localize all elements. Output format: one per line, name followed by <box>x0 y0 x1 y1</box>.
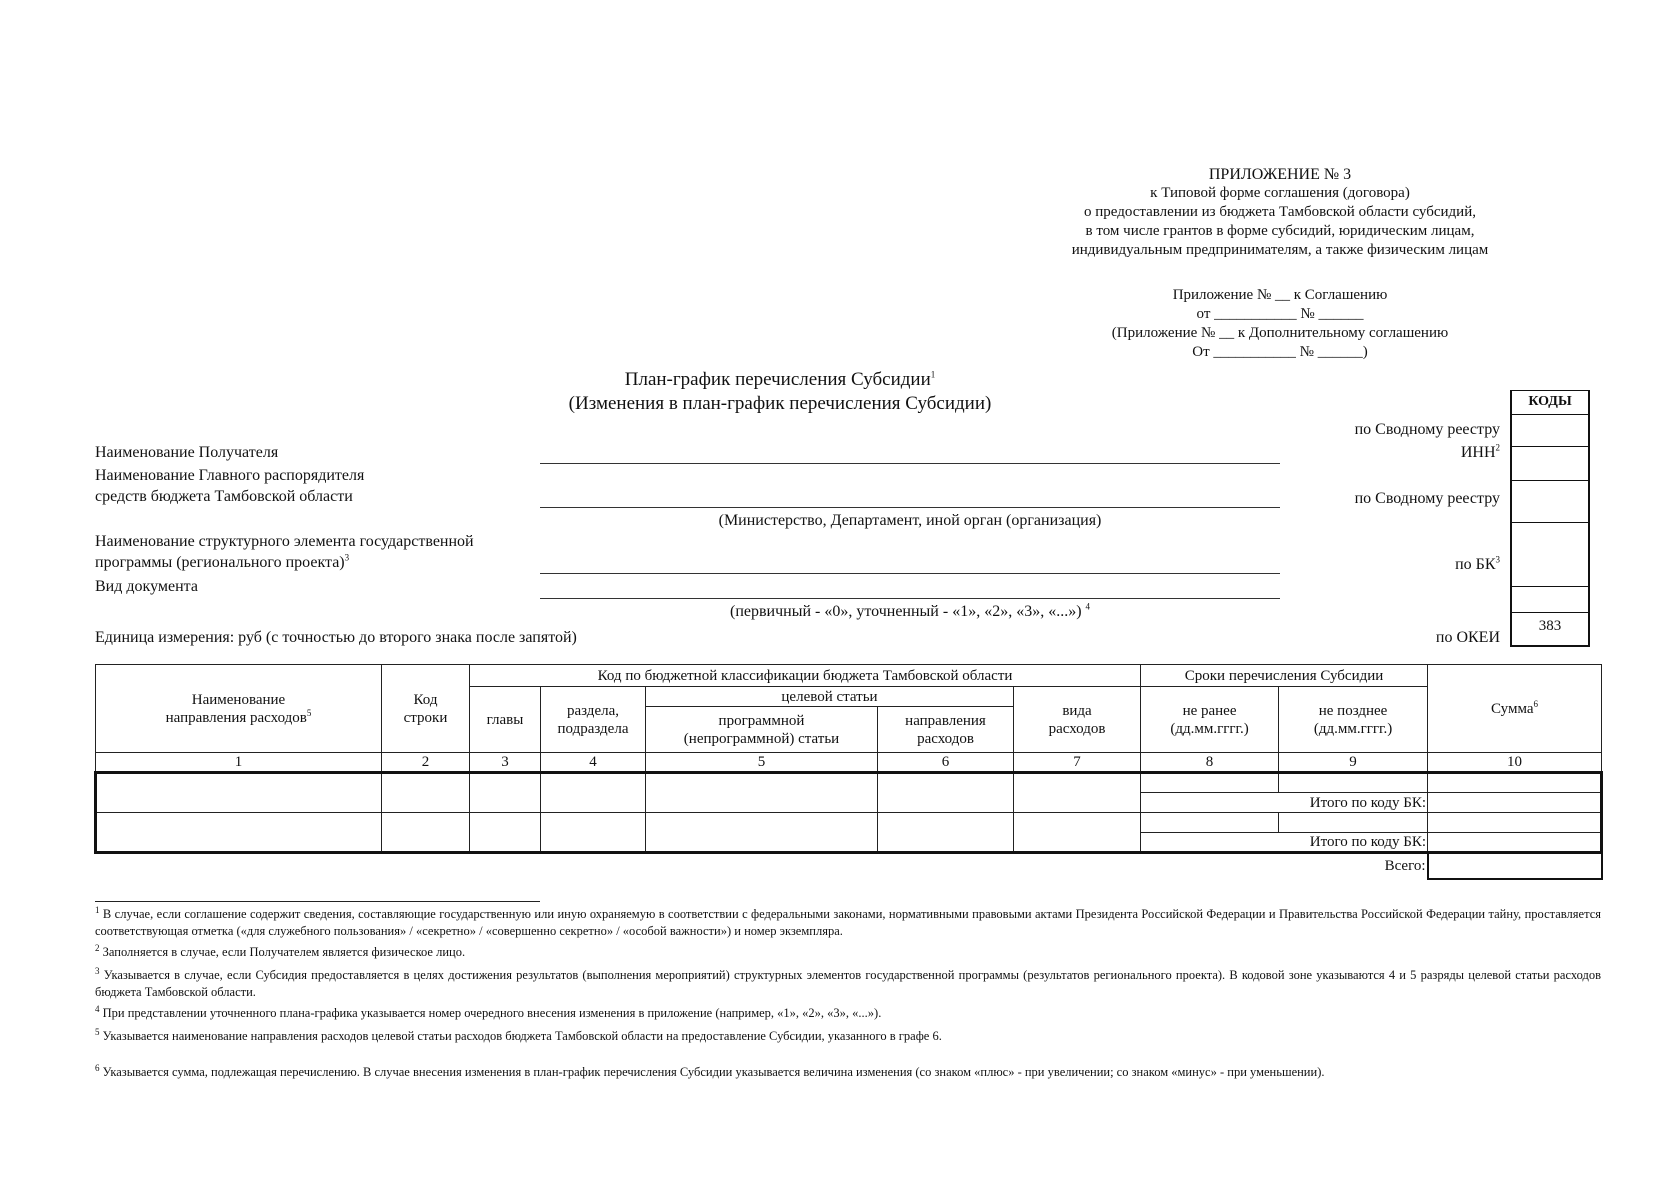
label-bk: по БК <box>1455 556 1496 573</box>
agreement-ref-line: от ___________ № ______ <box>1196 306 1364 322</box>
col-number: 8 <box>1141 753 1279 773</box>
cell[interactable] <box>1279 813 1428 833</box>
col-late-1: не позднее <box>1318 702 1388 719</box>
cell[interactable] <box>96 813 382 853</box>
doc-type-note: (первичный - «0», уточненный - «1», «2», «3», «...») <box>729 603 1082 620</box>
footnote-text: Указывается наименование направления расходов целевой статьи расходов бюджета Тамбовской области на предоставление Субсидии, указанного в графе 6. <box>102 1029 942 1043</box>
col-number: 6 <box>878 753 1014 773</box>
footnote-text: В случае, если соглашение содержит сведения, составляющие государственную или иную охраняемую в соответствии с федеральными законами, нормативными правовыми актами Президента Российской Федерации и Правительства Российской Федерации тайну, проставляется соответствующая отметка («для служебного пользования» / «секретно» / «совершенно секретно» / «особой важности») и номер экземпляра. <box>95 907 1601 938</box>
col-name-1: Наименование <box>191 691 286 708</box>
code-inn[interactable] <box>1512 447 1588 481</box>
title-line-1: План-график перечисления Субсидии <box>624 369 931 390</box>
label-main-manager-1: Наименование Главного распорядителя <box>95 467 365 484</box>
col-number: 4 <box>541 753 646 773</box>
codes-header: КОДЫ <box>1512 391 1588 415</box>
label-svod2: по Сводному реестру <box>1354 490 1500 507</box>
code-okei[interactable]: 383 <box>1538 618 1562 634</box>
code-svod2[interactable] <box>1512 481 1588 523</box>
footnote-6 <box>95 1064 1601 1081</box>
label-main-manager-2: средств бюджета Тамбовской области <box>95 488 353 505</box>
col-name-footnote-mark: 5 <box>306 707 312 718</box>
ministry-note: (Министерство, Департамент, иной орган (организация) <box>718 512 1102 529</box>
col-prog-2: (непрограммной) статьи <box>683 730 840 747</box>
label-unit: Единица измерения: руб (с точностью до второго знака после запятой) <box>95 629 577 646</box>
code-bk[interactable] <box>1512 523 1588 587</box>
col-vida-2: расходов <box>1048 720 1106 737</box>
col-late-2: (дд.мм.гггг.) <box>1313 720 1393 737</box>
agreement-reference <box>1080 286 1480 362</box>
cell[interactable] <box>1428 773 1602 793</box>
main-manager-field[interactable] <box>540 487 1280 508</box>
cell[interactable] <box>541 813 646 853</box>
col-early-1: не ранее <box>1182 702 1237 719</box>
cell[interactable] <box>878 813 1014 853</box>
schedule-table <box>94 664 1603 880</box>
document-title <box>520 368 1040 416</box>
footnote-5 <box>95 1028 1601 1045</box>
cell[interactable] <box>1141 813 1279 833</box>
label-inn: ИНН <box>1460 444 1496 461</box>
doc-type-field[interactable] <box>540 580 1280 599</box>
cell[interactable] <box>1279 773 1428 793</box>
cell[interactable] <box>470 813 541 853</box>
appendix-header <box>1010 165 1550 260</box>
footnote-text: Указывается в случае, если Субсидия предоставляется в целях достижения результатов (выполнения мероприятий) структурных элементов государственной программы (результатов регионального проекта). В кодовой зоне указываются 4 и 5 разряды целевой статьи расходов бюджета Тамбовской области. <box>95 968 1601 999</box>
struct-field[interactable] <box>540 553 1280 574</box>
cell[interactable] <box>1014 773 1141 813</box>
agreement-ref-line: Приложение № __ к Соглашению <box>1172 287 1388 303</box>
label-svod1: по Сводному реестру <box>1354 421 1500 438</box>
recipient-field[interactable] <box>540 444 1280 464</box>
col-razdel-1: раздела, <box>567 702 619 719</box>
col-number: 5 <box>646 753 878 773</box>
col-code-1: Код <box>413 691 438 708</box>
label-okei: по ОКЕИ <box>1435 629 1500 646</box>
total-value[interactable] <box>1428 853 1602 879</box>
col-sum: Сумма <box>1491 700 1534 717</box>
footnote-number: 3 <box>95 965 100 976</box>
code-doc-type[interactable] <box>1512 587 1588 613</box>
total-label: Всего: <box>1384 858 1426 875</box>
cell[interactable] <box>1141 773 1279 793</box>
footnote-text: При представлении уточненного плана-графика указывается номер очередного внесения изменения в приложение (например, «1», «2», «3», «...»). <box>102 1006 882 1020</box>
footnote-text: Указывается сумма, подлежащая перечислению. В случае внесения изменения в план-график перечисления Субсидии указывается величина изменения (со знаком «плюс» - при увеличении; со знаком «минус» - при уменьшении). <box>102 1065 1325 1079</box>
col-number: 7 <box>1014 753 1141 773</box>
footnote-3 <box>95 967 1601 1001</box>
cell[interactable] <box>470 773 541 813</box>
footnote-number: 6 <box>95 1062 100 1073</box>
footnote-text: Заполняется в случае, если Получателем является физическое лицо. <box>102 945 466 959</box>
bk-footnote-mark: 3 <box>1495 554 1500 565</box>
col-razdel-2: подраздела <box>557 720 629 737</box>
title-line-2: (Изменения в план-график перечисления Субсидии) <box>568 393 992 414</box>
label-struct-2: программы (регионального проекта) <box>95 554 345 571</box>
appendix-line: в том числе грантов в форме субсидий, юридическим лицам, <box>1085 223 1475 239</box>
subtotal-label: Итого по коду БК: <box>1141 793 1428 813</box>
footnote-4 <box>95 1005 1601 1022</box>
agreement-ref-line: (Приложение № __ к Дополнительному соглашению <box>1111 325 1449 341</box>
col-early-2: (дд.мм.гггг.) <box>1170 720 1249 737</box>
footnote-number: 4 <box>95 1003 100 1014</box>
title-footnote-mark: 1 <box>930 369 936 380</box>
doc-type-footnote-mark: 4 <box>1085 601 1091 612</box>
label-doc-type: Вид документа <box>95 578 198 595</box>
table-row <box>96 813 1602 833</box>
subtotal-value[interactable] <box>1428 793 1602 813</box>
footnote-separator <box>95 901 540 902</box>
cell[interactable] <box>646 813 878 853</box>
appendix-line: о предоставлении из бюджета Тамбовской области субсидий, <box>1084 204 1476 220</box>
target-group-header: целевой статьи <box>646 687 1014 707</box>
appendix-title: ПРИЛОЖЕНИЕ № 3 <box>1208 166 1352 183</box>
footnote-number: 5 <box>95 1026 100 1037</box>
total-row <box>96 853 1602 879</box>
subtotal-label: Итого по коду БК: <box>1141 833 1428 853</box>
terms-group-header: Сроки перечисления Субсидии <box>1141 665 1428 687</box>
appendix-line: к Типовой форме соглашения (договора) <box>1150 185 1410 201</box>
col-prog-1: программной <box>718 712 805 729</box>
col-number: 3 <box>470 753 541 773</box>
table-row <box>96 773 1602 793</box>
col-napr-1: направления <box>905 712 986 729</box>
col-code-2: строки <box>403 709 448 726</box>
cell[interactable] <box>541 773 646 813</box>
col-vida-1: вида <box>1062 702 1092 719</box>
col-name-2: направления расходов <box>165 709 307 726</box>
footnote-number: 2 <box>95 942 100 953</box>
cell[interactable] <box>382 773 470 813</box>
label-struct-1: Наименование структурного элемента государственной <box>95 533 474 550</box>
col-glavy: главы <box>470 687 541 753</box>
bk-group-header: Код по бюджетной классификации бюджета Тамбовской области <box>470 665 1141 687</box>
col-napr-2: расходов <box>917 730 974 747</box>
footnote-2 <box>95 944 1601 961</box>
code-svod1[interactable] <box>1512 415 1588 447</box>
footnote-1 <box>95 906 1601 940</box>
column-numbers-row <box>96 753 1602 773</box>
inn-footnote-mark: 2 <box>1495 442 1500 453</box>
cell[interactable] <box>1428 813 1602 833</box>
codes-box <box>1510 390 1590 647</box>
footnote-number: 1 <box>95 904 100 915</box>
col-number: 9 <box>1279 753 1428 773</box>
cell[interactable] <box>96 773 382 813</box>
struct-footnote-mark: 3 <box>344 552 350 563</box>
subtotal-value[interactable] <box>1428 833 1602 853</box>
cell[interactable] <box>878 773 1014 813</box>
col-number: 2 <box>382 753 470 773</box>
col-sum-footnote-mark: 6 <box>1533 698 1539 709</box>
agreement-ref-line: От ___________ № ______) <box>1192 344 1368 360</box>
cell[interactable] <box>1014 813 1141 853</box>
cell[interactable] <box>382 813 470 853</box>
label-recipient: Наименование Получателя <box>95 444 279 461</box>
col-number: 1 <box>96 753 382 773</box>
col-number: 10 <box>1428 753 1602 773</box>
appendix-line: индивидуальным предпринимателям, а также физическим лицам <box>1071 242 1489 258</box>
cell[interactable] <box>646 773 878 813</box>
